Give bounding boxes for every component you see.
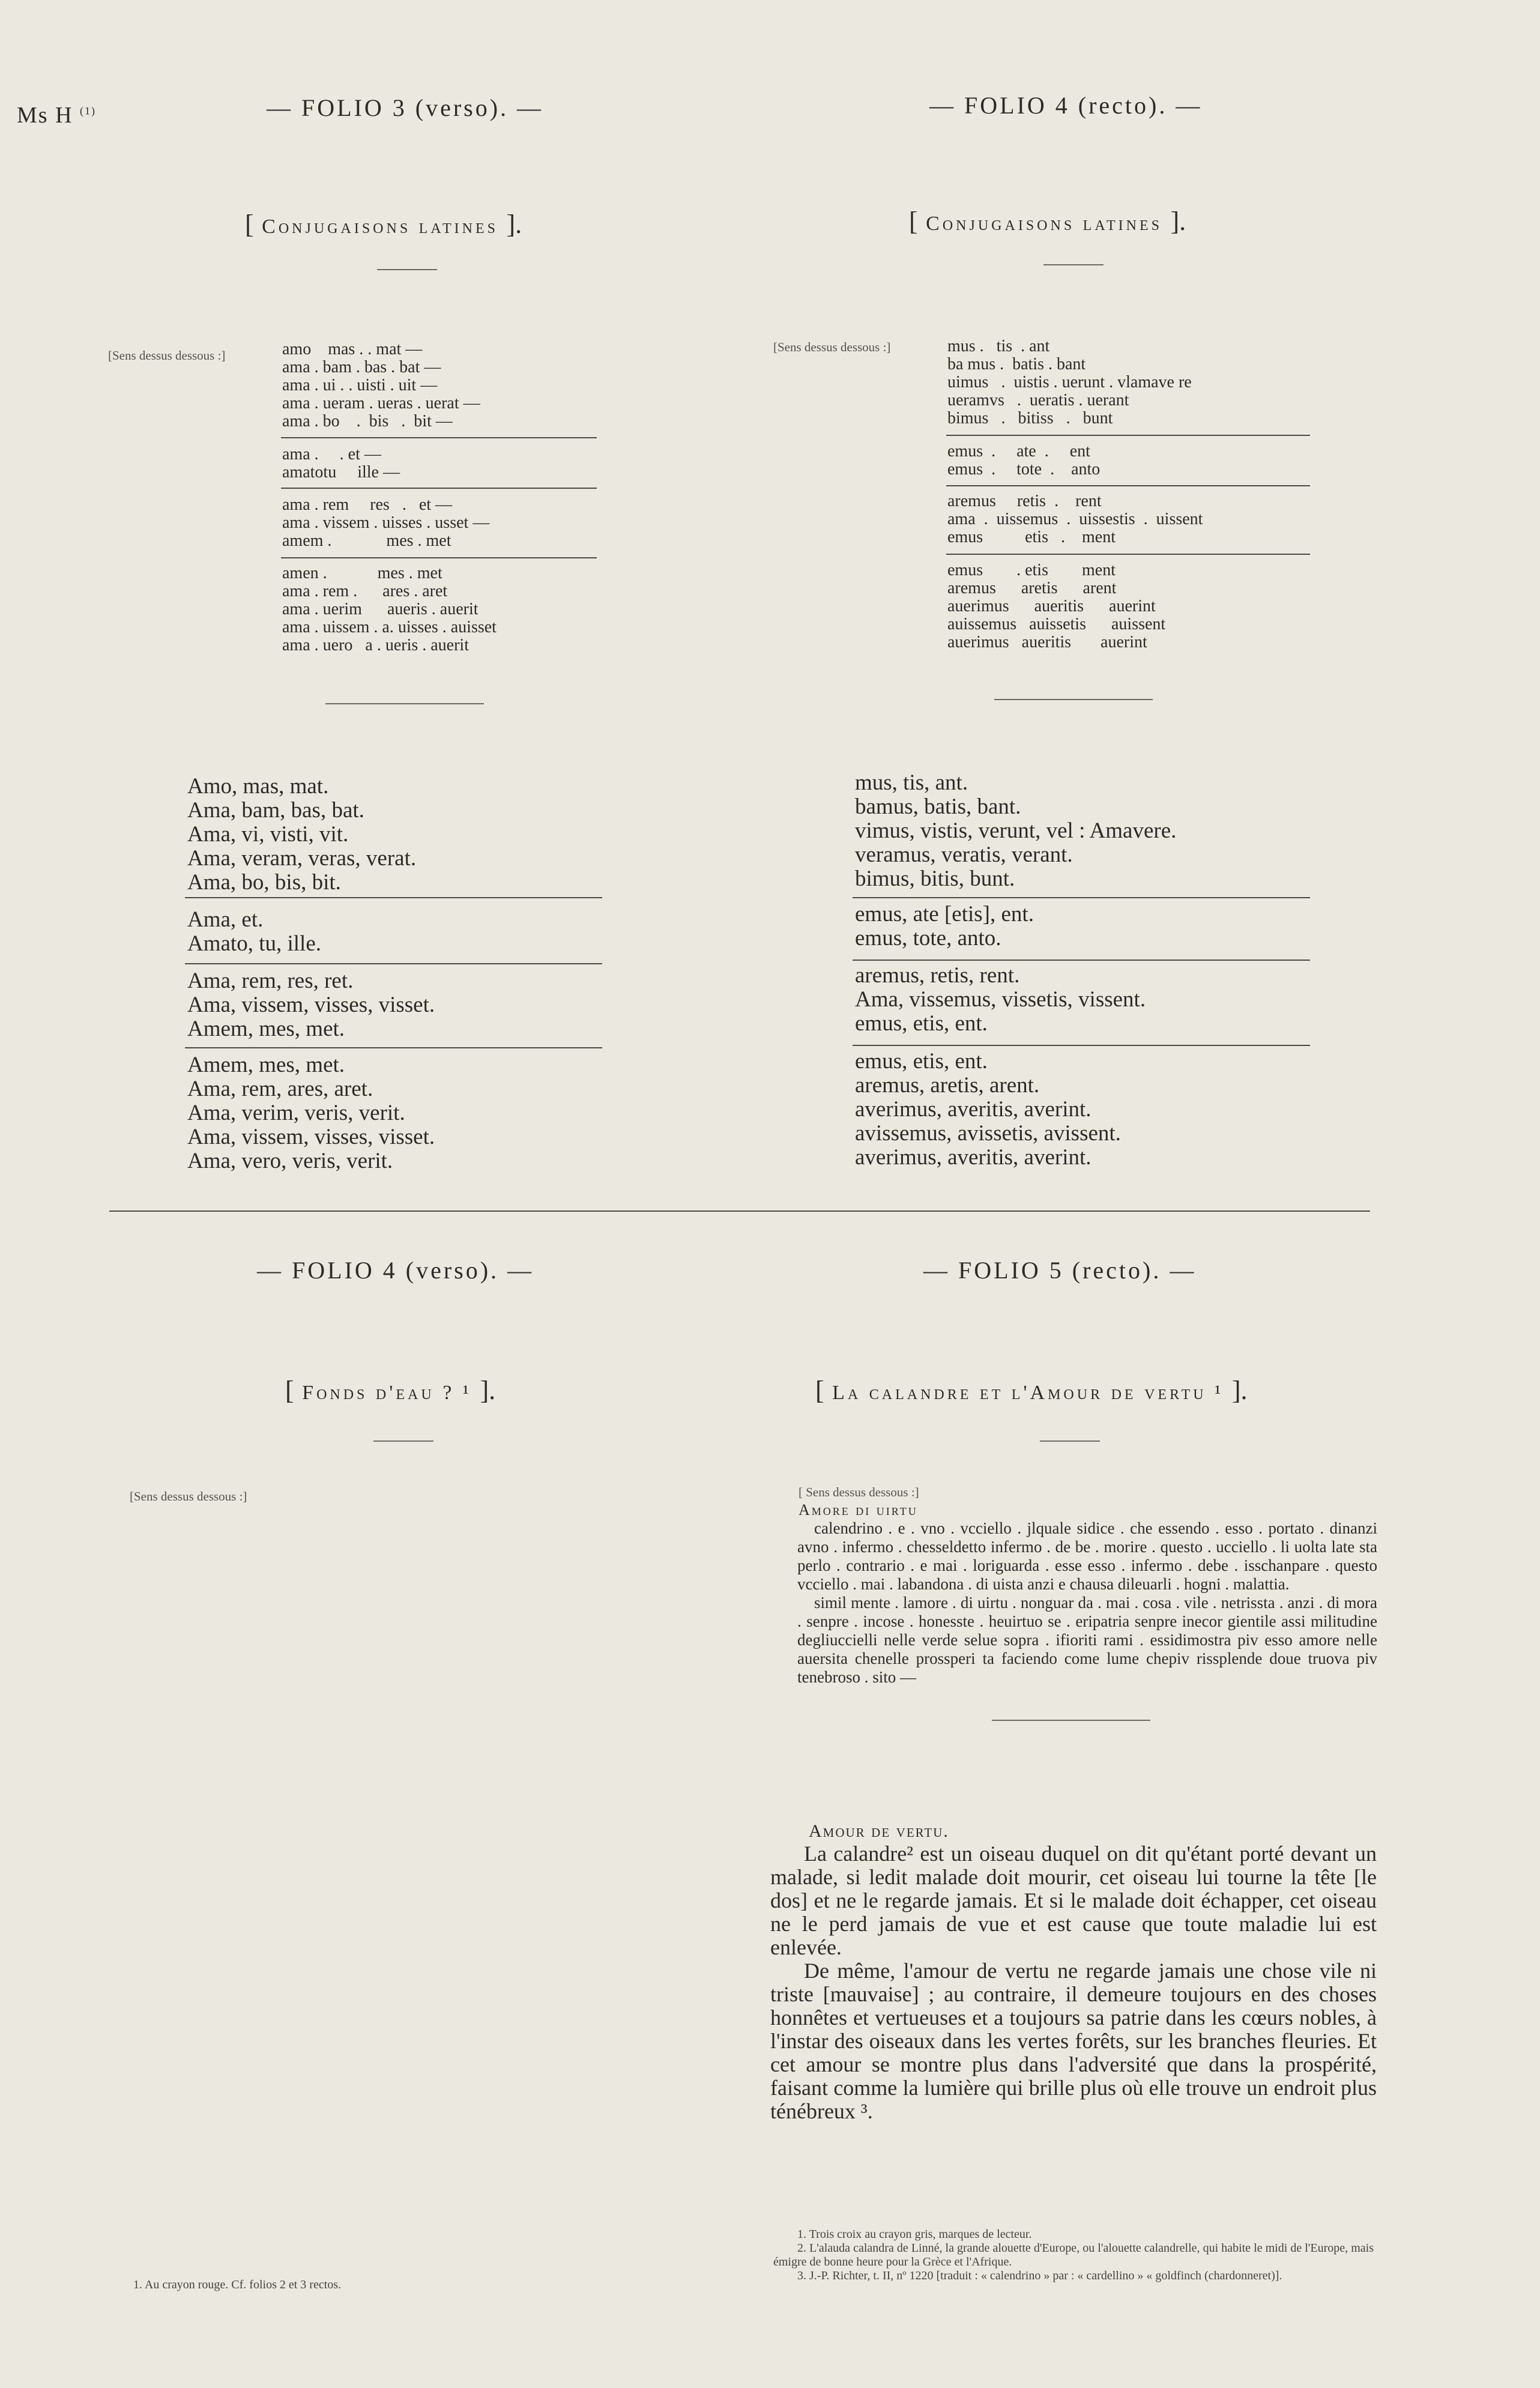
divider-rule [281,437,597,438]
folio-3-verso-heading: — FOLIO 3 (verso). — [267,94,544,121]
margin-note-f3v: [Sens dessus dessous :] [108,348,226,363]
transcription-block: emus . etis ment aremus aretis arent auerimus aueritis auerint auissemus auissetis auissent auerimus aueritis auerint [947,561,1166,651]
divider-rule [185,1047,602,1048]
section-title-text: La calandre et l'Amour de vertu ¹ [832,1382,1224,1404]
footnote: 1. Trois croix au crayon gris, marques de lecteur. [797,2228,1032,2241]
short-rule [992,1720,1150,1721]
transcription-block: amen . mes . met ama . rem . ares . aret ama . uerim aueris . auerit ama . uissem . a. uisses . auisset ama . uero a . ueris . auerit [282,564,497,654]
divider-rule [281,557,597,558]
divider-rule [946,435,1310,436]
divider-rule [281,488,597,489]
translation-paragraph: De même, l'amour de vertu ne regarde jamais une chose vile ni triste [mauvaise] ; au contraire, il demeure toujours en des choses honnêtes et vertueuses et a toujours sa patrie dans les cœurs nobles, à l'instar des oiseaux dans les vertes forêts, sur les branches fleuries. Et cet amour se montre plus dans l'adversité que dans la prospérité, faisant comme la lumière qui brille plus où elle trouve un endroit plus ténébreux ³. [770,1959,1377,2123]
manuscript-label [17,102,96,128]
footnotes-right [773,2228,1374,2283]
short-rule [1043,264,1104,265]
transcription-block: aremus retis . rent ama . uissemus . uissestis . uissent emus etis . ment [947,492,1203,546]
divider-rule [946,554,1310,555]
transcription-f5r [797,1485,1377,1687]
footnote-left: 1. Au crayon rouge. Cf. folios 2 et 3 rectos. [133,2278,342,2291]
transcription-paragraph: simil mente . lamore . di uirtu . nonguar da . mai . cosa . vile . netrissta . anzi . di mora . senpre . incose . honesste . heuirtuo se . eripatria senpre inecor gientile assi militudine degliuccielli nelle verde selue sopra . ifioriti rami . essidimostra piv esso amore nelle auersita chenelle prossperi ta faciendo come lume chepiv rissplende doue truova piv tenebroso . sito — [797,1594,1377,1686]
footnote: 2. L'alauda calandra de Linné, la grande alouette d'Europe, ou l'alouette calandrelle, qui habite le midi de l'Europe, mais émigre de bonne heure pour la Grèce et l'Afrique. [773,2241,1374,2269]
short-rule [377,269,437,270]
section-title-text: Conjugaisons latines [926,213,1163,235]
reading-block: Ama, et. Amato, tu, ille. [187,907,321,956]
margin-note-f4r: [Sens dessus dessous :] [773,340,891,354]
transcription-block: emus . ate . ent emus . tote . anto [947,442,1101,479]
divider-rule [853,960,1310,961]
short-rule [1040,1440,1100,1442]
section-title-f5r: [ La calandre et l'Amour de vertu ¹ ]. [815,1376,1248,1405]
divider-rule [853,897,1310,898]
divider-rule [185,963,602,964]
reading-block: Ama, rem, res, ret. Ama, vissem, visses, visset. Amem, mes, met. [187,969,435,1041]
translation-title: Amour de vertu. [809,1821,949,1841]
translation-f5r [770,1821,1377,2123]
ms-footnote-ref: (1) [80,104,97,117]
section-title-text: Fonds d'eau ? ¹ [302,1382,472,1404]
section-title-f3v: [ Conjugaisons latines ]. [245,210,522,239]
divider-rule [946,485,1310,486]
short-rule [325,703,484,704]
folio-5-recto-heading: — FOLIO 5 (recto). — [923,1257,1197,1284]
margin-note-f5r: [ Sens dessus dessous :] [799,1485,919,1499]
section-title-f4r: [ Conjugaisons latines ]. [909,207,1186,236]
margin-note-f4v: [Sens dessus dessous :] [130,1489,247,1504]
ms-label: Ms H [17,103,73,128]
section-title-f4v: [ Fonds d'eau ? ¹ ]. [285,1376,496,1405]
transcription-paragraph: calendrino . e . vno . vcciello . jlquale sidice . che essendo . esso . portato . dinanzi avno . infermo . chesseldetto infermo . de be . morire . questo . ucciello . li uolta late sta perlo . contrario . e mai . loriguarda . esse esso . infermo . debe . isschanpare . questo vcciello . mai . labandona . di uista anzi e chausa dileuarli . hogni . malattia. [797,1519,1377,1593]
transcription-block: amo mas . . mat — ama . bam . bas . bat — ama . ui . . uisti . uit — ama . ueram . ueras . uerat — ama . bo . bis . bit — [282,340,480,431]
folio-4-verso-heading: — FOLIO 4 (verso). — [257,1257,534,1284]
short-rule [373,1440,433,1442]
transcription-block: mus . tis . ant ba mus . batis . bant uimus . uistis . uerunt . vlamave re ueramvs . ueratis . uerant bimus . bitiss . bunt [947,337,1192,428]
transcription-block: ama . rem res . et — ama . vissem . uisses . usset — amem . mes . met [282,495,490,550]
reading-block: Amem, mes, met. Ama, rem, ares, aret. Ama, verim, veris, verit. Ama, vissem, visses, visset. Ama, vero, veris, verit. [187,1053,435,1173]
reading-block: Amo, mas, mat. Ama, bam, bas, bat. Ama, vi, visti, vit. Ama, veram, veras, verat. Ama, bo, bis, bit. [187,774,417,895]
footnote: 3. J.-P. Richter, t. II, nº 1220 [traduit : « calendrino » par : « cardellino » « goldfinch (chardonneret)]. [797,2269,1282,2282]
transcription-title: Amore di uirtu [799,1501,918,1519]
folio-4-recto-heading: — FOLIO 4 (recto). — [929,92,1203,119]
short-rule [994,699,1153,700]
page-separator [109,1211,1370,1212]
reading-block: emus, ate [etis], ent. emus, tote, anto. [855,902,1034,951]
reading-block: mus, tis, ant. bamus, batis, bant. vimus, vistis, verunt, vel : Amavere. veramus, veratis, verant. bimus, bitis, bunt. [855,770,1177,891]
reading-block: aremus, retis, rent. Ama, vissemus, vissetis, vissent. emus, etis, ent. [855,963,1146,1036]
section-title-text: Conjugaisons latines [262,216,499,238]
translation-paragraph: La calandre² est un oiseau duquel on dit qu'étant porté devant un malade, si ledit malade doit mourir, cet oiseau lui tourne la tête [le dos] et ne le regarde jamais. Et si le malade doit échapper, cet oiseau ne le perd jamais de vue et est cause que toute maladie lui est enlevée. [770,1842,1377,1959]
transcription-block: ama . . et — amatotu ille — [282,445,400,482]
divider-rule [853,1045,1310,1046]
reading-block: emus, etis, ent. aremus, aretis, arent. averimus, averitis, averint. avissemus, avissetis, avissent. averimus, averitis, averint. [855,1049,1121,1170]
divider-rule [185,897,602,898]
